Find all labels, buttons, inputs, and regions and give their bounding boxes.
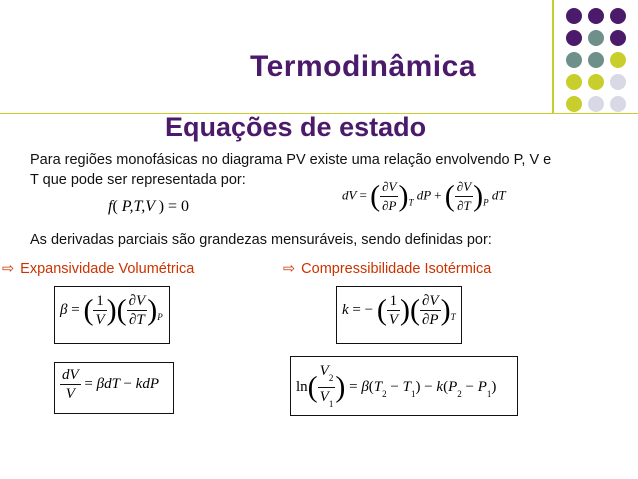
paragraph-line-2: T que pode ser representada por: xyxy=(30,172,246,188)
dot xyxy=(566,30,582,46)
hollow-right-arrow-icon: ⇨ xyxy=(2,261,15,277)
paragraph-line-1: Para regiões monofásicas no diagrama PV existe uma relação envolvendo P, V e xyxy=(30,152,552,168)
dot xyxy=(566,8,582,24)
dot xyxy=(610,74,626,90)
dot xyxy=(566,96,582,112)
dot xyxy=(588,96,604,112)
dot xyxy=(588,30,604,46)
page-subtitle: Equações de estado xyxy=(165,112,427,142)
k-equation: k = − ( $\frac{1}{V}$ )( $\frac{\partial V}{\partial P}$ )$_T$ xyxy=(342,293,456,328)
differential-equation: dV = ( $\frac{\partial V}{\partial P}$ )$_T$ dP + ( $\frac{\partial V}{\partial T}$ )$_P$ dT xyxy=(342,179,506,213)
bullet-compressibilidade-label: Compressibilidade Isotérmica xyxy=(301,261,492,277)
paragraph-2: As derivadas parciais são grandezas mensuráveis, sendo definidas por: xyxy=(30,232,492,248)
state-function-equation: f( P,T,V ) = 0 xyxy=(108,198,190,215)
dot xyxy=(610,8,626,24)
decorative-vertical-line xyxy=(552,0,554,114)
bullet-compressibilidade xyxy=(283,261,491,277)
dot xyxy=(610,96,626,112)
ln-equation: ln( $\frac{V_2}{V_1}$ ) = $\beta(T_2 - T_1) - k(P_2 - P_1)$ xyxy=(296,363,497,409)
dv-over-v-equation: $\frac{dV}{V}$ = βdT − kdP xyxy=(62,367,159,402)
hollow-right-arrow-icon: ⇨ xyxy=(283,261,296,277)
dot xyxy=(588,52,604,68)
dot xyxy=(566,52,582,68)
dot xyxy=(566,74,582,90)
bullet-expansividade-label: Expansividade Volumétrica xyxy=(20,261,195,277)
beta-equation: β = ( $\frac{1}{V}$ )( $\frac{\partial V}{\partial T}$ )$_P$ xyxy=(60,293,163,328)
bullet-expansividade xyxy=(2,261,194,277)
page-title: Termodinâmica xyxy=(250,50,477,83)
dot xyxy=(610,52,626,68)
dot xyxy=(610,30,626,46)
dot xyxy=(588,8,604,24)
dot xyxy=(588,74,604,90)
